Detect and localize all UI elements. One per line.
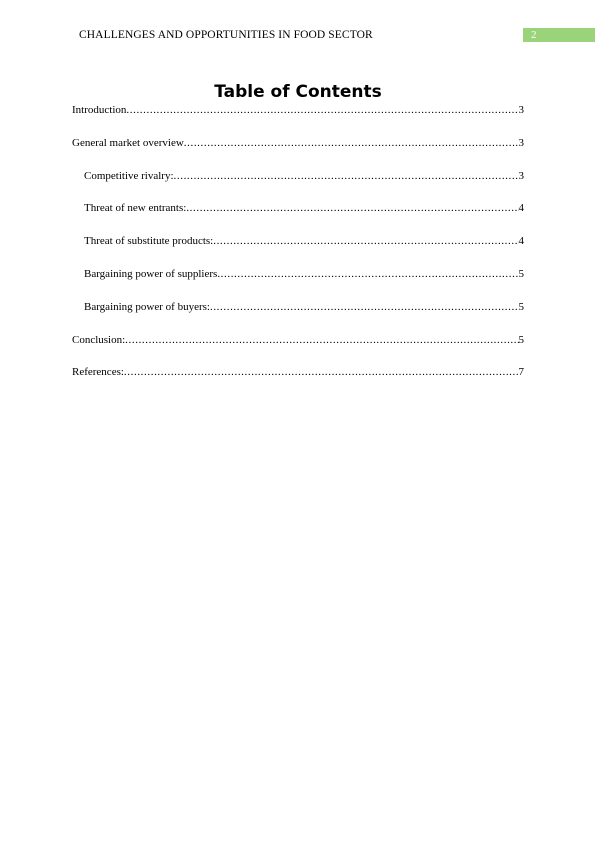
toc-entry-page: 4 — [518, 235, 524, 248]
toc-leader-dots — [174, 170, 519, 182]
toc-entry-page: 5 — [518, 333, 524, 346]
toc-entry-general-market-overview[interactable] — [72, 137, 524, 170]
toc-leader-dots — [186, 202, 518, 214]
toc-entry-threat-of-new-entrants[interactable] — [72, 202, 524, 235]
toc-entry-label: Introduction — [72, 104, 127, 116]
toc-entry-bargaining-power-of-suppliers[interactable] — [72, 268, 524, 301]
toc-entry-label: Bargaining power of suppliers — [84, 267, 218, 280]
toc-entry-introduction[interactable] — [72, 104, 524, 137]
toc-entry-page: 4 — [518, 202, 524, 215]
toc-entry-label: General market overview — [72, 136, 184, 149]
toc-leader-dots — [217, 268, 518, 280]
toc-entry-label: Threat of substitute products: — [84, 235, 214, 248]
table-of-contents — [72, 104, 524, 399]
toc-entry-threat-of-substitute-products[interactable] — [72, 235, 524, 268]
toc-entry-label: Bargaining power of buyers: — [84, 300, 210, 313]
page-number-badge: 2 — [523, 28, 595, 42]
toc-title: Table of Contents — [214, 82, 382, 102]
toc-entry-page: 3 — [518, 136, 524, 149]
toc-entry-bargaining-power-of-buyers[interactable] — [72, 301, 524, 334]
toc-leader-dots — [213, 235, 518, 247]
toc-entry-page: 5 — [518, 300, 524, 313]
toc-entry-conclusion[interactable] — [72, 334, 524, 367]
running-header-title: CHALLENGES AND OPPORTUNITIES IN FOOD SECTOR — [79, 29, 373, 41]
toc-leader-dots — [210, 301, 519, 313]
toc-entry-competitive-rivalry[interactable] — [72, 170, 524, 203]
toc-entry-page: 7 — [518, 366, 524, 379]
toc-entry-page: 3 — [518, 169, 524, 182]
toc-entry-label: References: — [72, 366, 124, 379]
toc-leader-dots — [184, 137, 519, 149]
toc-leader-dots — [124, 366, 519, 378]
toc-entry-label: Threat of new entrants: — [84, 202, 187, 215]
toc-entry-page: 5 — [518, 267, 524, 280]
toc-entry-label: Conclusion: — [72, 333, 126, 346]
toc-leader-dots — [126, 104, 518, 116]
toc-entry-label: Competitive rivalry: — [84, 169, 174, 182]
toc-entry-page: 3 — [518, 104, 524, 116]
toc-entry-references[interactable] — [72, 366, 524, 399]
toc-leader-dots — [125, 334, 518, 346]
